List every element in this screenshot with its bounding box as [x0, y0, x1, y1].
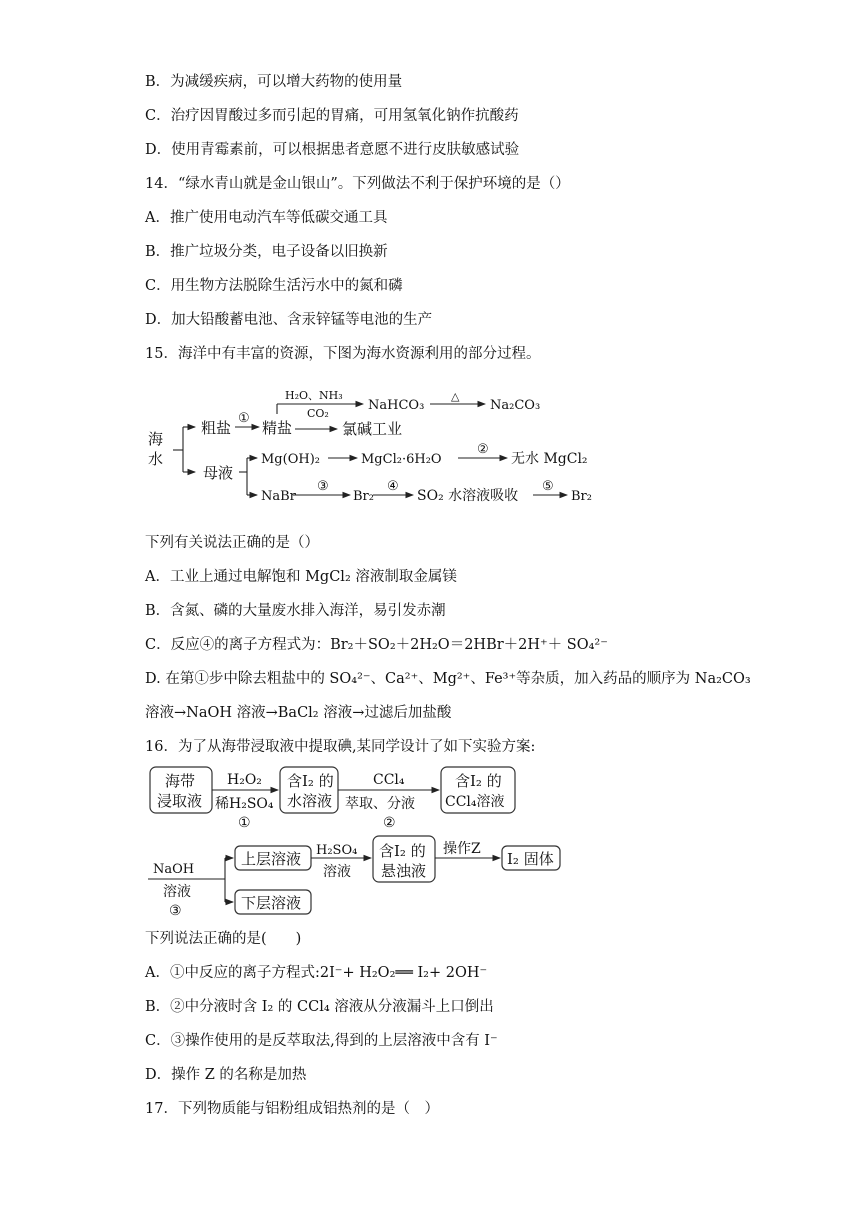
q17-stem: 17．下列物质能与铝粉组成铝热剂的是（ ）	[145, 1101, 439, 1117]
step-5-marker: ⑤	[542, 479, 554, 494]
crude-salt-label: 粗盐	[201, 419, 232, 437]
q15-option-a: A．工业上通过电解饱和 MgCl₂ 溶液制取金属镁	[145, 569, 457, 585]
seawater-label-1: 海	[148, 430, 164, 448]
reagents-bottom: CO₂	[307, 407, 329, 420]
q14-option-d: D．加大铅酸蓄电池、含汞锌锰等电池的生产	[145, 312, 433, 328]
q15-option-b: B．含氮、磷的大量废水排入海洋，易引发赤潮	[145, 603, 446, 619]
na2co3-label: Na₂CO₃	[490, 398, 541, 413]
step-2-marker: ②	[383, 815, 396, 831]
refined-salt-label: 精盐	[262, 419, 293, 437]
lower-layer-box: 下层溶液	[241, 894, 302, 912]
so2-absorption-label: SO₂ 水溶液吸收	[417, 488, 519, 504]
iodine-aqueous-box-line2: 水溶液	[287, 792, 333, 810]
step-3-marker: ③	[317, 479, 329, 494]
naoh-label-top: NaOH	[153, 862, 195, 877]
mother-liquor-label: 母液	[203, 464, 234, 482]
arrow2-reagent-top: CCl₄	[373, 772, 405, 788]
iodine-suspension-box-line1: 含I₂ 的	[379, 842, 426, 860]
operation-z-label: 操作Z	[443, 841, 481, 857]
iodine-ccl4-box-line1: 含I₂ 的	[455, 772, 502, 790]
arrow1-reagent-top: H₂O₂	[227, 772, 262, 788]
br2-label-a: Br₂	[353, 489, 374, 504]
kelp-extract-box-line1: 海带	[165, 772, 196, 790]
q16-stem: 16．为了从海带浸取液中提取碘,某同学设计了如下实验方案:	[145, 739, 536, 755]
q14-option-c: C．用生物方法脱除生活污水中的氮和磷	[145, 278, 403, 294]
q16-option-d: D．操作 Z 的名称是加热	[145, 1067, 307, 1083]
q13-option-b: B．为减缓疾病，可以增大药物的使用量	[145, 74, 403, 90]
arrow2-reagent-bottom: 萃取、分液	[345, 796, 415, 812]
iodine-aqueous-box-line1: 含I₂ 的	[287, 772, 334, 790]
upper-layer-box: 上层溶液	[241, 850, 302, 868]
q15-option-d-line2: 溶液→NaOH 溶液→BaCl₂ 溶液→过滤后加盐酸	[145, 705, 452, 721]
q15-option-c: C．反应④的离子方程式为：Br₂＋SO₂＋2H₂O＝2HBr＋2H⁺＋ SO₄²⁻	[145, 637, 608, 653]
mgcl2-hydrate-label: MgCl₂·6H₂O	[361, 452, 442, 467]
q14-option-a: A．推广使用电动汽车等低碳交通工具	[145, 210, 388, 226]
q16-option-a: A．①中反应的离子方程式:2I⁻+ H₂O₂══ I₂+ 2OH⁻	[145, 965, 488, 981]
iodine-ccl4-box-line2: CCl₄溶液	[445, 794, 505, 810]
anhydrous-mgcl2-label: 无水 MgCl₂	[511, 451, 588, 467]
kelp-extract-box-line2: 浸取液	[157, 792, 203, 810]
q16-question: 下列说法正确的是( )	[145, 931, 302, 947]
heat-symbol: △	[451, 390, 460, 403]
step-1-marker: ①	[238, 411, 250, 426]
q13-option-d: D．使用青霉素前，可以根据患者意愿不进行皮肤敏感试验	[145, 142, 520, 158]
q13-option-c: C．治疗因胃酸过多而引起的胃痛，可用氢氧化钠作抗酸药	[145, 108, 519, 124]
q14-option-b: B．推广垃圾分类，电子设备以旧换新	[145, 244, 388, 260]
step-2-marker: ②	[477, 442, 489, 457]
arrow4-reagent-top: H₂SO₄	[316, 843, 358, 858]
q15-seawater-flow-diagram	[145, 382, 615, 517]
iodine-suspension-box-line2: 悬浊液	[381, 862, 427, 880]
q15-question: 下列有关说法正确的是（）	[145, 535, 319, 551]
arrow1-reagent-bottom: 稀H₂SO₄	[215, 796, 274, 812]
br2-label-b: Br₂	[571, 489, 592, 504]
seawater-label-2: 水	[148, 450, 164, 468]
step-1-marker: ①	[238, 815, 251, 831]
mgoh2-label: Mg(OH)₂	[261, 452, 320, 467]
reagents-top: H₂O、NH₃	[285, 389, 343, 402]
naoh-label-bottom: 溶液	[163, 884, 191, 900]
q16-iodine-extraction-diagram	[145, 764, 575, 919]
nahco3-label: NaHCO₃	[368, 398, 425, 413]
step-4-marker: ④	[387, 479, 399, 494]
arrow4-reagent-bottom: 溶液	[323, 864, 351, 880]
q14-stem: 14．“绿水青山就是金山银山”。下列做法不利于保护环境的是（）	[145, 176, 570, 192]
q16-option-b: B．②中分液时含 I₂ 的 CCl₄ 溶液从分液漏斗上口倒出	[145, 999, 494, 1015]
q15-stem: 15．海洋中有丰富的资源，下图为海水资源利用的部分过程。	[145, 346, 541, 362]
iodine-solid-box: I₂ 固体	[507, 850, 554, 868]
nabr-label: NaBr	[261, 489, 296, 504]
step-3-marker: ③	[169, 903, 182, 919]
q15-option-d-line1: D. 在第①步中除去粗盐中的 SO₄²⁻、Ca²⁺、Mg²⁺、Fe³⁺等杂质，加入药品的顺序为 Na₂CO₃	[145, 671, 751, 687]
q16-option-c: C．③操作使用的是反萃取法,得到的上层溶液中含有 I⁻	[145, 1033, 498, 1049]
chlor-alkali-label: 氯碱工业	[342, 420, 403, 438]
